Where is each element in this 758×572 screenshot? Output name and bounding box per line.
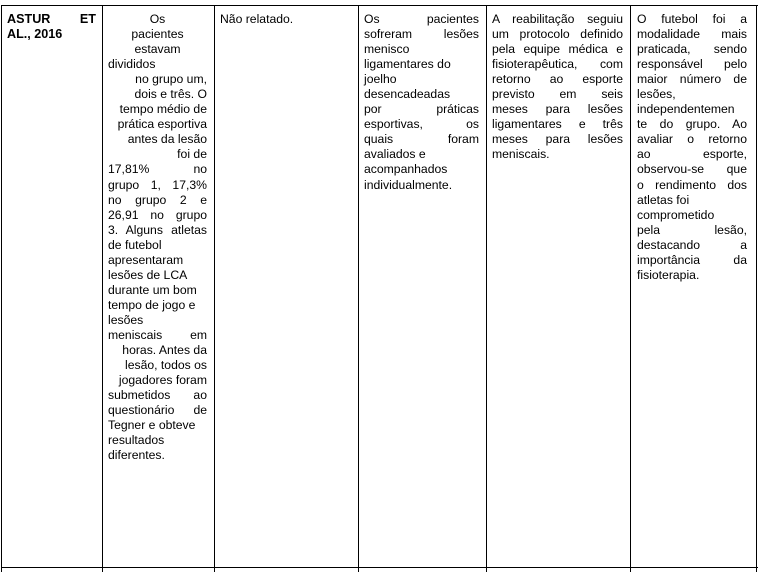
results-line: modalidade mais xyxy=(637,27,747,42)
sample-line: Não relatado. xyxy=(220,12,294,26)
results-line: te do grupo. Ao xyxy=(637,117,747,132)
results-line: lesões, xyxy=(637,87,676,102)
methodology-cell xyxy=(108,12,207,463)
column-divider xyxy=(358,5,359,572)
methodology-line: lesões de LCA xyxy=(108,267,188,282)
results-line: responsável pelo xyxy=(637,57,747,72)
rehabilitation-line: um protocolo definido xyxy=(492,27,623,42)
results-line: fisioterapia. xyxy=(637,267,700,282)
table-top-border xyxy=(1,5,758,6)
methodology-line: lesões xyxy=(108,312,144,327)
injury-line: ligamentares do xyxy=(364,57,451,72)
author-line: AL., 2016 xyxy=(7,27,63,42)
injury-cell xyxy=(364,12,479,193)
results-line: praticada, sendo xyxy=(637,42,747,57)
results-line: avaliar o retorno xyxy=(637,132,747,147)
table-left-border xyxy=(1,5,2,572)
methodology-line: estavam xyxy=(134,42,181,57)
methodology-line: Os xyxy=(149,12,166,26)
rehabilitation-line: meses para lesões xyxy=(492,132,623,147)
methodology-line: 26,91 no grupo xyxy=(108,207,207,222)
rehabilitation-line: A reabilitação seguiu xyxy=(492,12,623,26)
methodology-line: jogadores foram xyxy=(118,373,207,388)
methodology-line: pacientes xyxy=(131,27,184,42)
column-divider xyxy=(214,5,215,572)
results-line: comprometido xyxy=(637,207,715,222)
results-line: maior número de xyxy=(637,72,747,87)
methodology-line: Tegner e obteve xyxy=(108,418,196,433)
injury-line: quais foram xyxy=(364,132,479,147)
table-right-border xyxy=(756,5,757,572)
methodology-line: no grupo 2 e xyxy=(108,192,207,207)
results-line: importância da xyxy=(637,252,747,267)
results-line: ao esporte, xyxy=(637,147,747,162)
methodology-line: no grupo um, xyxy=(135,72,207,87)
injury-line: menisco xyxy=(364,42,410,57)
methodology-line: grupo 1, 17,3% xyxy=(108,177,207,192)
methodology-line: dois e três. O xyxy=(134,87,207,102)
column-divider xyxy=(486,5,487,572)
methodology-line: tempo médio de xyxy=(119,102,207,117)
methodology-line: foi de xyxy=(177,147,207,162)
injury-line: por práticas xyxy=(364,102,479,117)
results-line: destacando a xyxy=(637,237,747,252)
methodology-line: antes da lesão xyxy=(127,132,207,147)
injury-line: acompanhados xyxy=(364,162,448,177)
results-line: O futebol foi a xyxy=(637,12,747,26)
methodology-line: apresentaram xyxy=(108,252,184,267)
injury-line: esportivas, os xyxy=(364,117,479,132)
results-line: pela lesão, xyxy=(637,222,747,237)
methodology-line: horas. Antes da xyxy=(122,343,207,358)
methodology-line: de futebol xyxy=(108,237,162,252)
injury-line: individualmente. xyxy=(364,177,453,192)
rehabilitation-line: meniscais. xyxy=(492,147,550,162)
rehabilitation-line: fisioterapêutica, com xyxy=(492,57,623,72)
methodology-line: meniscais em xyxy=(108,327,207,342)
results-line: o rendimento dos xyxy=(637,177,747,192)
methodology-line: divididos xyxy=(108,57,156,72)
results-line: atletas foi xyxy=(637,192,690,207)
rehabilitation-line: ligamentares e três xyxy=(492,117,623,132)
results-line: independentemen xyxy=(637,102,735,117)
rehabilitation-cell xyxy=(492,12,623,162)
rehabilitation-line: meses para lesões xyxy=(492,102,623,117)
methodology-line: resultados xyxy=(108,433,165,448)
methodology-line: lesão, todos os xyxy=(125,358,207,373)
results-cell xyxy=(637,12,747,283)
rehabilitation-line: pela equipe médica e xyxy=(492,42,623,57)
column-divider xyxy=(630,5,631,572)
rehabilitation-line: retorno ao esporte xyxy=(492,72,623,87)
table-row-divider xyxy=(1,567,758,568)
injury-line: Os pacientes xyxy=(364,12,479,26)
column-divider xyxy=(102,5,103,572)
results-line: observou-se que xyxy=(637,162,747,177)
methodology-line: tempo de jogo e xyxy=(108,297,196,312)
methodology-line: submetidos ao xyxy=(108,388,207,403)
methodology-line: questionário de xyxy=(108,403,207,418)
injury-line: avaliados e xyxy=(364,147,426,162)
injury-line: joelho xyxy=(364,72,397,87)
rehabilitation-line: previsto em seis xyxy=(492,87,623,102)
methodology-line: durante um bom xyxy=(108,282,197,297)
methodology-line: prática esportiva xyxy=(117,117,207,132)
author-line: ASTUR ET xyxy=(7,12,96,26)
methodology-line: diferentes. xyxy=(108,448,165,463)
methodology-line: 17,81% no xyxy=(108,162,207,177)
sample-cell xyxy=(220,12,352,27)
author-cell xyxy=(7,12,96,42)
methodology-line: 3. Alguns atletas xyxy=(108,222,207,237)
injury-line: desencadeadas xyxy=(364,87,451,102)
injury-line: sofreram lesões xyxy=(364,27,479,42)
